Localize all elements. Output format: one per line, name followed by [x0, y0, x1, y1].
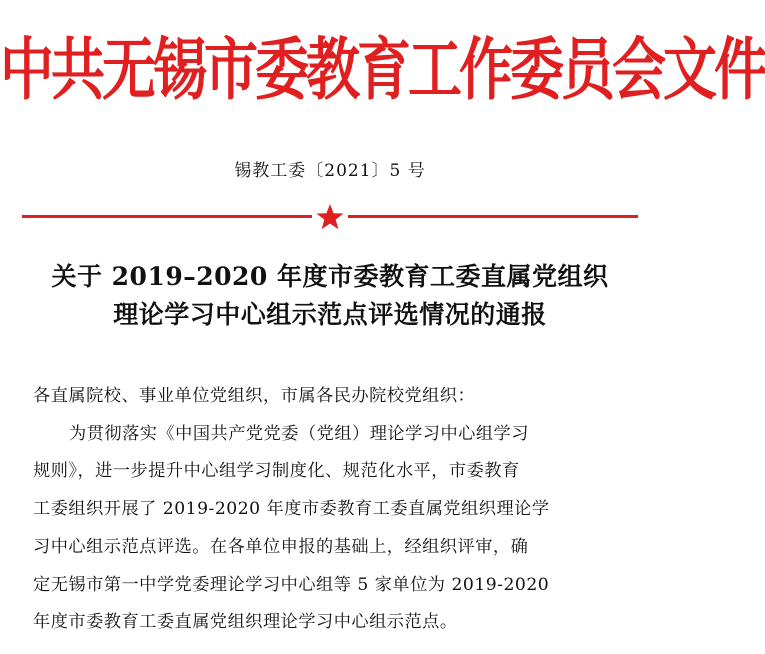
paragraph-line-5: 定无锡市第一中学党委理论学习中心组等 5 家单位为 2019-2020 [33, 574, 550, 595]
paragraph-line-2: 规则》，进一步提升中心组学习制度化、规范化水平，市委教育 [33, 461, 520, 482]
masthead-title: 中共无锡市委教育工作委员会文件 [0, 30, 765, 109]
paragraph-line-4: 习中心组示范点评选。在各单位申报的基础上，经组织评审，确 [33, 536, 529, 557]
paragraph-line-3: 工委组织开展了 2019-2020 年度市委教育工委直属党组织理论学 [33, 499, 550, 520]
star-icon [314, 203, 346, 231]
notice-body [33, 378, 633, 642]
notice-title [0, 258, 660, 334]
notice-title-line-2: 理论学习中心组示范点评选情况的通报 [113, 300, 547, 329]
paragraph-line-1: 为贯彻落实《中国共产党党委（党组）理论学习中心组学习 [69, 423, 529, 444]
red-divider [22, 203, 638, 231]
divider-rule-left [22, 215, 312, 218]
divider-rule-right [348, 215, 638, 218]
notice-title-line-1: 关于 2019–2020 年度市委教育工委直属党组织 [51, 262, 609, 291]
star-shape [317, 204, 344, 229]
salutation: 各直属院校、事业单位党组织，市属各民办院校党组织： [33, 386, 476, 406]
paragraph-line-6: 年度市委教育工委直属党组织理论学习中心组示范点。 [33, 612, 458, 633]
document-number: 锡教工委〔2021〕5 号 [234, 161, 426, 181]
